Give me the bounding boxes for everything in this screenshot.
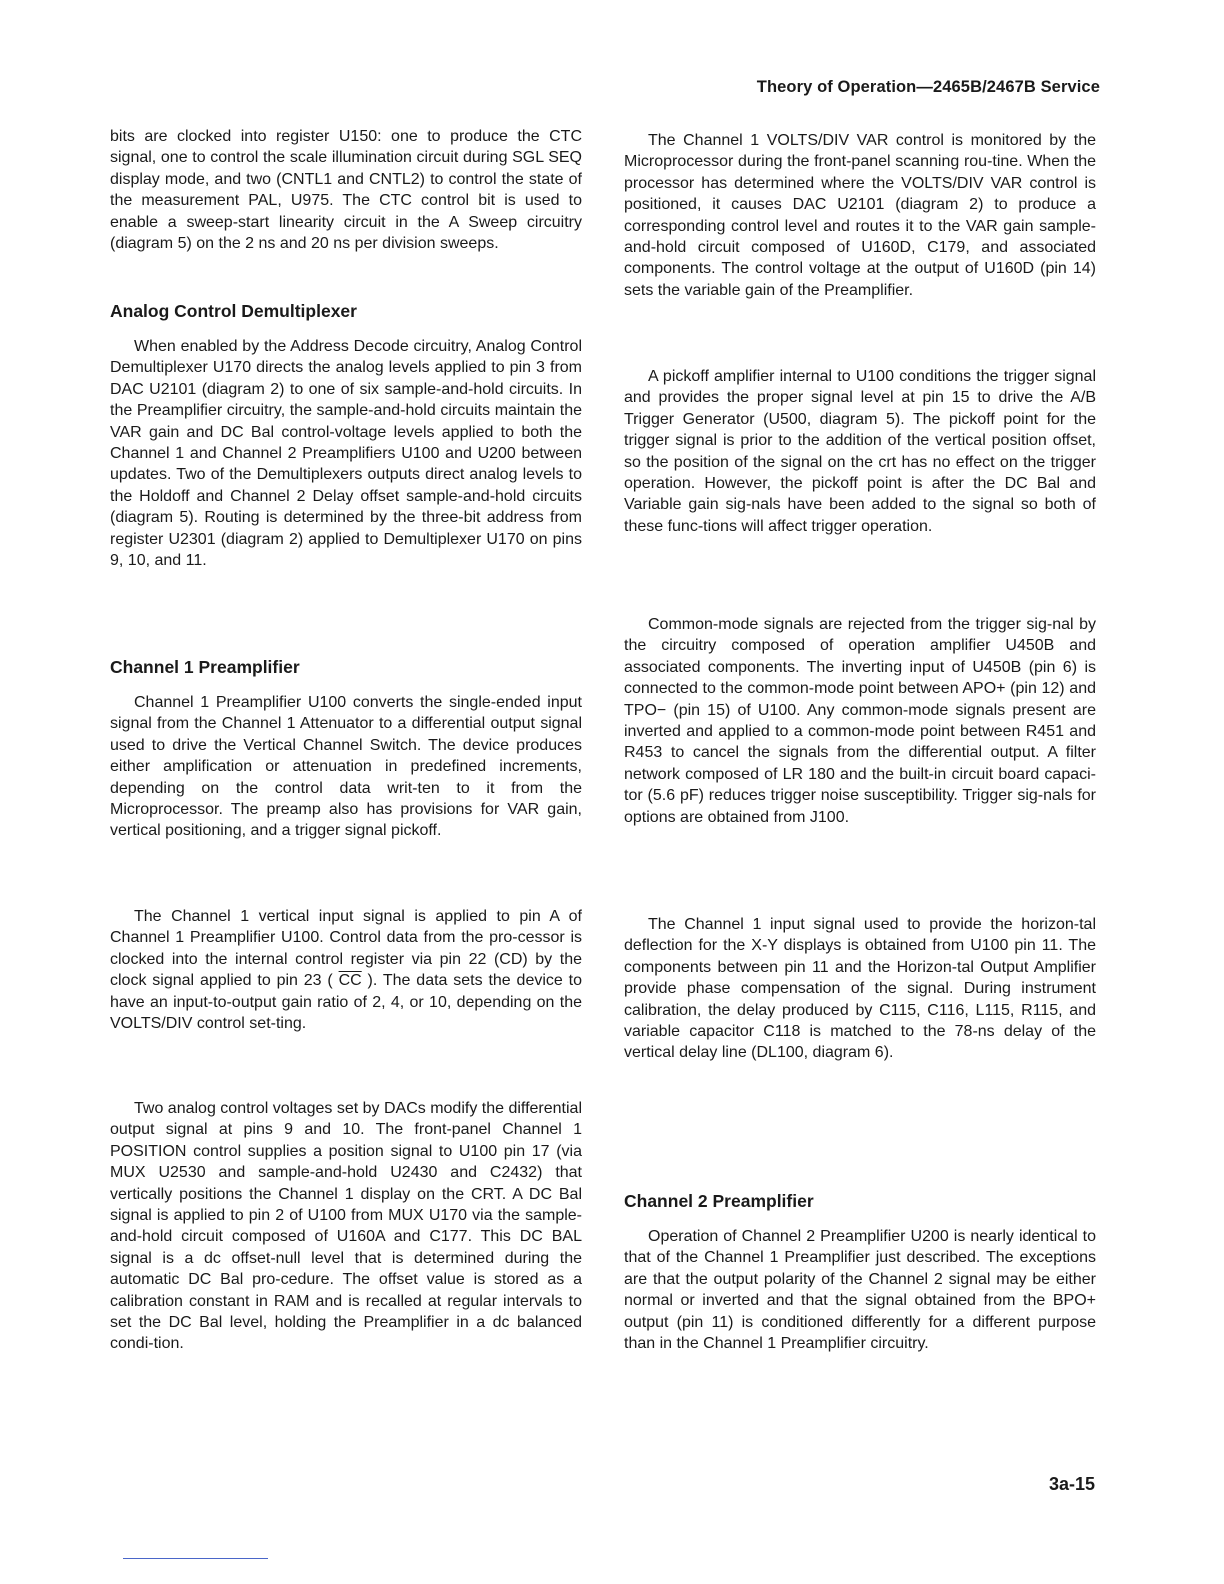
paragraph: When enabled by the Address Decode circuitry, Analog Control Demultiplexer U170 directs the analog levels applied to pin 3 from DAC U2101 (diagram 2) to one of six sample-and-hold circuits. In the Preamplifier circuitry, the sample-and-hold circuits maintain the VAR gain and DC Bal control-voltage levels applied to both the Channel 1 and Channel 2 Preamplifiers U100 and U200 between updates. Two of the Demultiplexers outputs direct analog levels to the Holdoff and Channel 2 Delay offset sample-and-hold circuits (diagram 5). Routing is determined by the three-bit address from register U2301 (diagram 2) applied to Demultiplexer U170 on pins 9, 10, and 11. [110,338,582,570]
page-number: 3a-15 [1048,1474,1095,1494]
cc-signal-overline: $\overline{CC}$ [338,972,362,990]
text-run: ). The data sets the device to have an input-to-output gain ratio of 2, 4, or 10, depending on the VOLTS/DIV control set-ting. [110,972,582,1033]
section-heading-channel-2-preamplifier: Channel 2 Preamplifier [624,1191,814,1211]
text-run: The Channel 1 vertical input signal is applied to pin A of Channel 1 Preamplifier U100. Control data from the pro-cessor is clocked into the internal control register via pin 22 (CD) by the clock signal applied to pin 23 ( [110,908,582,990]
paragraph: A pickoff amplifier internal to U100 conditions the trigger signal and provides the proper signal level at pin 15 to drive the A/B Trigger Generator (U500, diagram 5). The pickoff point for the trigger signal is prior to the addition of the vertical position offset, so the position of the signal on the crt has no effect on the trigger operation. However, the pickoff point is after the DC Bal and Variable gain sig-nals have been added to the signal so both of these func-tions will affect trigger operation. [624,368,1096,535]
paragraph: The Channel 1 VOLTS/DIV VAR control is monitored by the Microprocessor during the front-panel scanning rou-tine. When the processor has determined where the VOLTS/DIV VAR control is positioned, it causes DAC U2101 (diagram 2) to produce a corresponding control level and routes it to the VAR gain sample-and-hold circuit composed of U160D, C179, and associated components. The control voltage at the output of U160D (pin 14) sets the variable gain of the Preamplifier. [624,132,1096,299]
paragraph: Two analog control voltages set by DACs modify the differential output signal at pins 9 and 10. The front-panel Channel 1 POSITION control supplies a position signal to U100 pin 17 (via MUX U2530 and sample-and-hold U2430 and C2432) that vertically positions the Channel 1 display on the CRT. A DC Bal signal is applied to pin 2 of U100 from MUX U170 via the sample-and-hold circuit composed of U160A and C177. This DC BAL signal is a dc offset-null level that is determined during the automatic DC Bal pro-cedure. The offset value is stored as a calibration constant in RAM and is recalled at regular intervals to set the DC Bal level, holding the Preamplifier in a dc balanced condi-tion. [110,1100,582,1353]
section-heading-channel-1-preamplifier: Channel 1 Preamplifier [110,657,300,677]
paragraph: Operation of Channel 2 Preamplifier U200 is nearly identical to that of the Channel 1 Preamplifier just described. The exceptions are that the output polarity of the Channel 2 signal may be either normal or inverted and that the signal obtained from the BPO+ output (pin 11) is conditioned differently for a different purpose than in the Channel 1 Preamplifier circuitry. [624,1228,1096,1353]
paragraph: Common-mode signals are rejected from the trigger sig-nal by the circuitry composed of operation amplifier U450B and associated components. The inverting input of U450B (pin 6) is connected to the common-mode point between APO+ (pin 12) and TPO− (pin 15) of U100. Any common-mode signals present are inverted and applied to a common-mode point between R451 and R453 to cancel the signals from the differential output. A filter network composed of LR 180 and the built-in circuit board capaci-tor (5.6 pF) reduces trigger noise susceptibility. Trigger sig-nals for options are obtained from J100. [624,616,1096,826]
section-heading-analog-control-demultiplexer: Analog Control Demultiplexer [110,301,357,321]
paragraph: Channel 1 Preamplifier U100 converts the single-ended input signal from the Channel 1 Attenuator to a differential output signal used to drive the Vertical Channel Switch. The device produces either amplification or attenuation in predefined increments, depending on the control data writ-ten to it from the Microprocessor. The preamp also has provisions for VAR gain, vertical positioning, and a trigger signal pickoff. [110,694,582,840]
running-header: Theory of Operation—2465B/2467B Service [756,78,1100,96]
paragraph: bits are clocked into register U150: one to produce the CTC signal, one to control the scale illumination circuit during SGL SEQ display mode, and two (CNTL1 and CNTL2) to control the state of the measurement PAL, U975. The CTC control bit is used to enable a sweep-start linearity circuit in the A Sweep circuitry (diagram 5) on the 2 ns and 20 ns per division sweeps. [110,128,582,253]
paragraph [110,906,582,1034]
footer-rule [123,1558,268,1559]
paragraph: The Channel 1 input signal used to provide the horizon-tal deflection for the X-Y displays is obtained from U100 pin 11. The components between pin 11 and the Horizon-tal Output Amplifier provide phase compensation of the signal. During instrument calibration, the delay produced by C115, C116, L115, R115, and variable capacitor C118 is matched to the 78-ns delay of the vertical delay line (DL100, diagram 6). [624,916,1096,1062]
